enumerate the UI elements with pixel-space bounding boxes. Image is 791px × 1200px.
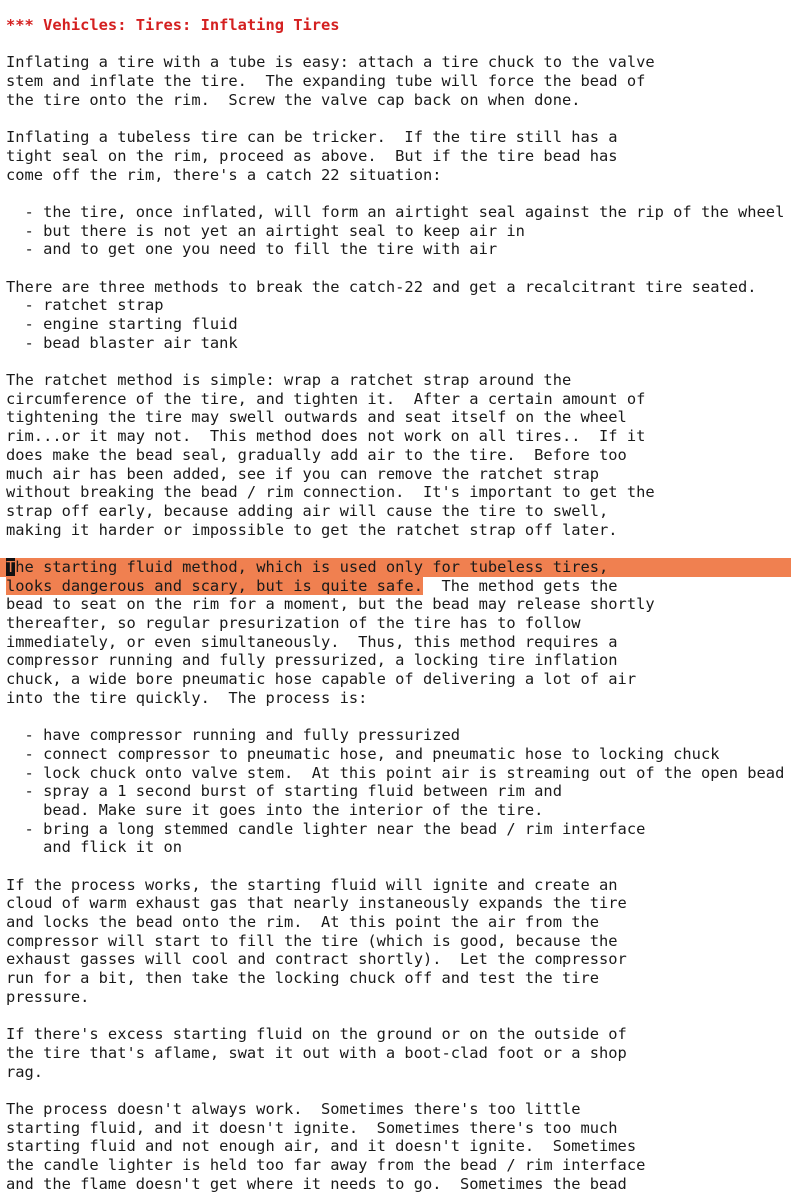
text-line: If there's excess starting fluid on the ground or on the outside of xyxy=(6,1025,627,1044)
text-line xyxy=(0,184,791,203)
selected-text-part-2: looks dangerous and scary, but is quite safe. xyxy=(6,576,423,595)
text-line: and flick it on xyxy=(6,838,183,857)
text-line: bead. Make sure it goes into the interior of the tire. xyxy=(6,800,544,819)
text-line: chuck, a wide bore pneumatic hose capable of delivering a lot of air xyxy=(6,670,637,689)
text-line: - engine starting fluid xyxy=(6,315,238,333)
text-line: strap off early, because adding air will cause the tire to swell, xyxy=(6,501,609,520)
text-line xyxy=(0,707,791,726)
text-line xyxy=(0,1081,791,1100)
text-line: - spray a 1 second burst of starting fluid between rim and xyxy=(6,782,562,801)
text-line: tight seal on the rim, proceed as above. But if the tire bead has xyxy=(6,146,618,165)
text-line: compressor running and fully pressurized, a locking tire inflation xyxy=(6,651,618,670)
text-line: If the process works, the starting fluid will ignite and create an xyxy=(6,875,618,894)
text-line: tightening the tire may swell outwards and seat itself on the wheel xyxy=(6,408,627,427)
text-line: Inflating a tire with a tube is easy: attach a tire chuck to the valve xyxy=(6,53,655,72)
text-line: immediately, or even simultaneously. Thus, this method requires a xyxy=(6,632,618,651)
text-line: into the tire quickly. The process is: xyxy=(6,688,368,707)
text-line xyxy=(0,35,791,54)
text-line: The ratchet method is simple: wrap a ratchet strap around the xyxy=(6,371,572,390)
selected-line-1[interactable] xyxy=(0,558,791,577)
text-line: the tire that's aflame, swat it out with a boot-clad foot or a shop xyxy=(6,1043,627,1062)
text-line: - bead blaster air tank xyxy=(6,333,238,352)
text-line: starting fluid, and it doesn't ignite. Sometimes there's too much xyxy=(6,1118,618,1137)
text-cursor[interactable]: T xyxy=(6,557,16,576)
text-line: much air has been added, see if you can remove the ratchet strap xyxy=(6,464,600,483)
text-line: bead to seat on the rim for a moment, but the bead may release shortly xyxy=(6,595,655,614)
text-line: does make the bead seal, gradually add air to the tire. Before too xyxy=(6,445,627,464)
text-line: circumference of the tire, and tighten it. After a certain amount of xyxy=(6,389,646,408)
text-line: and the flame doesn't get where it needs to go. Sometimes the bead xyxy=(6,1174,627,1193)
text-line: rag. xyxy=(6,1062,44,1081)
text-line: and locks the bead onto the rim. At this point the air from the xyxy=(6,913,600,931)
text-line: stem and inflate the tire. The expanding tube will force the bead of xyxy=(6,72,646,91)
text-line: rim...or it may not. This method does not work on all tires.. If it xyxy=(6,427,646,446)
text-line: thereafter, so regular presurization of the tire has to follow xyxy=(6,614,581,632)
text-line: run for a bit, then take the locking chuck off and test the tire xyxy=(6,969,600,988)
text-line: - connect compressor to pneumatic hose, and pneumatic hose to locking chuck xyxy=(6,744,720,763)
text-line: There are three methods to break the catch-22 and get a recalcitrant tire seated. xyxy=(6,277,757,296)
text-line xyxy=(0,539,791,558)
text-line: Inflating a tubeless tire can be tricker. If the tire still has a xyxy=(6,128,618,147)
text-block-after-selection xyxy=(0,595,791,1193)
text-line xyxy=(0,352,791,371)
unselected-text: The method gets the xyxy=(422,576,618,595)
text-line: come off the rim, there's a catch 22 situation: xyxy=(6,165,442,184)
text-line: without breaking the bead / rim connection. It's important to get the xyxy=(6,483,655,502)
selected-text-part-1: he starting fluid method, which is used only for tubeless tires, xyxy=(15,557,609,576)
text-line xyxy=(0,857,791,876)
text-line: - ratchet strap xyxy=(6,296,164,315)
text-line: The process doesn't always work. Sometimes there's too little xyxy=(6,1099,581,1118)
text-line: starting fluid and not enough air, and it doesn't ignite. Sometimes xyxy=(6,1137,637,1156)
text-line xyxy=(0,109,791,128)
text-line: the tire onto the rim. Screw the valve cap back on when done. xyxy=(6,90,581,109)
text-line: - and to get one you need to fill the tire with air xyxy=(6,240,498,259)
text-line xyxy=(0,259,791,278)
text-line: - lock chuck onto valve stem. At this point air is streaming out of the open bead xyxy=(6,763,785,782)
selected-line-2[interactable] xyxy=(0,577,791,596)
text-line: - bring a long stemmed candle lighter near the bead / rim interface xyxy=(6,819,646,838)
text-line: - the tire, once inflated, will form an airtight seal against the rip of the wheel xyxy=(6,202,785,221)
text-line: exhaust gasses will cool and contract shortly). Let the compressor xyxy=(6,950,627,969)
text-line: - have compressor running and fully pressurized xyxy=(6,726,461,745)
text-line: cloud of warm exhaust gas that nearly instaneously expands the tire xyxy=(6,894,627,913)
text-line: making it harder or impossible to get the ratchet strap off later. xyxy=(6,520,618,539)
text-line: - but there is not yet an airtight seal to keep air in xyxy=(6,221,525,240)
section-heading: *** Vehicles: Tires: Inflating Tires xyxy=(6,16,340,34)
text-line: pressure. xyxy=(6,987,90,1006)
text-line: the candle lighter is held too far away from the bead / rim interface xyxy=(6,1155,646,1174)
text-line: compressor will start to fill the tire (which is good, because the xyxy=(6,931,618,950)
text-block-before-selection xyxy=(0,35,791,558)
text-line xyxy=(0,1006,791,1025)
